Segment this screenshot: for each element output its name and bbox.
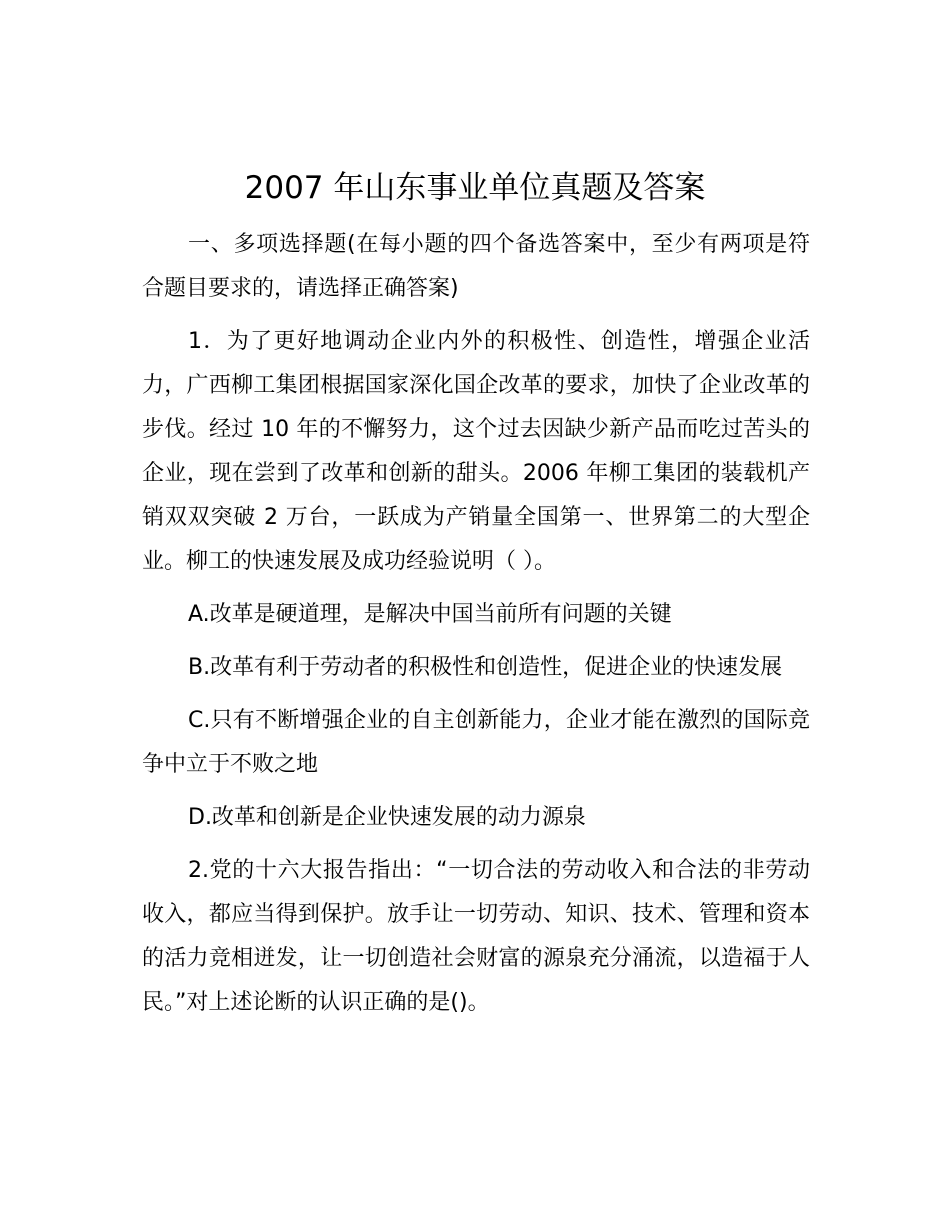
document-title: 2007 年山东事业单位真题及答案 — [244, 170, 706, 206]
question-1-option-c: C.只有不断增强企业的自主创新能力，企业才能在激烈的国际竞争中立于不败之地 — [142, 708, 810, 777]
question-1-stem: 1．为了更好地调动企业内外的积极性、创造性，增强企业活力，广西柳工集团根据国家深化国企改革的要求，加快了企业改革的步伐。经过 10 年的不懈努力，这个过去因缺少新产品而吃过苦头的企业，现在尝到了改革和创新的甜头。2006 年柳工集团的装载机产销双双突破 2 万台，一跃成为产销量全国第一、世界第二的大型企业。柳工的快速发展及成功经验说明（ ）。 — [142, 329, 810, 574]
document-body — [142, 223, 810, 1034]
question-2-stem: 2.党的十六大报告指出：“一切合法的劳动收入和合法的非劳动收入，都应当得到保护。放手让一切劳动、知识、技术、管理和资本的活力竞相迸发，让一切创造社会财富的源泉充分涌流，以造福于人民。”对上述论断的认识正确的是()。 — [142, 858, 810, 1015]
question-1-option-a: A.改革是硬道理，是解决中国当前所有问题的关键 — [188, 602, 672, 627]
question-1-option-b: B.改革有利于劳动者的积极性和创造性，促进企业的快速发展 — [188, 655, 783, 680]
question-1-option-d: D.改革和创新是企业快速发展的动力源泉 — [188, 805, 586, 830]
section-heading: 一、多项选择题(在每小题的四个备选答案中，至少有两项是符合题目要求的，请选择正确答案) — [142, 232, 810, 301]
